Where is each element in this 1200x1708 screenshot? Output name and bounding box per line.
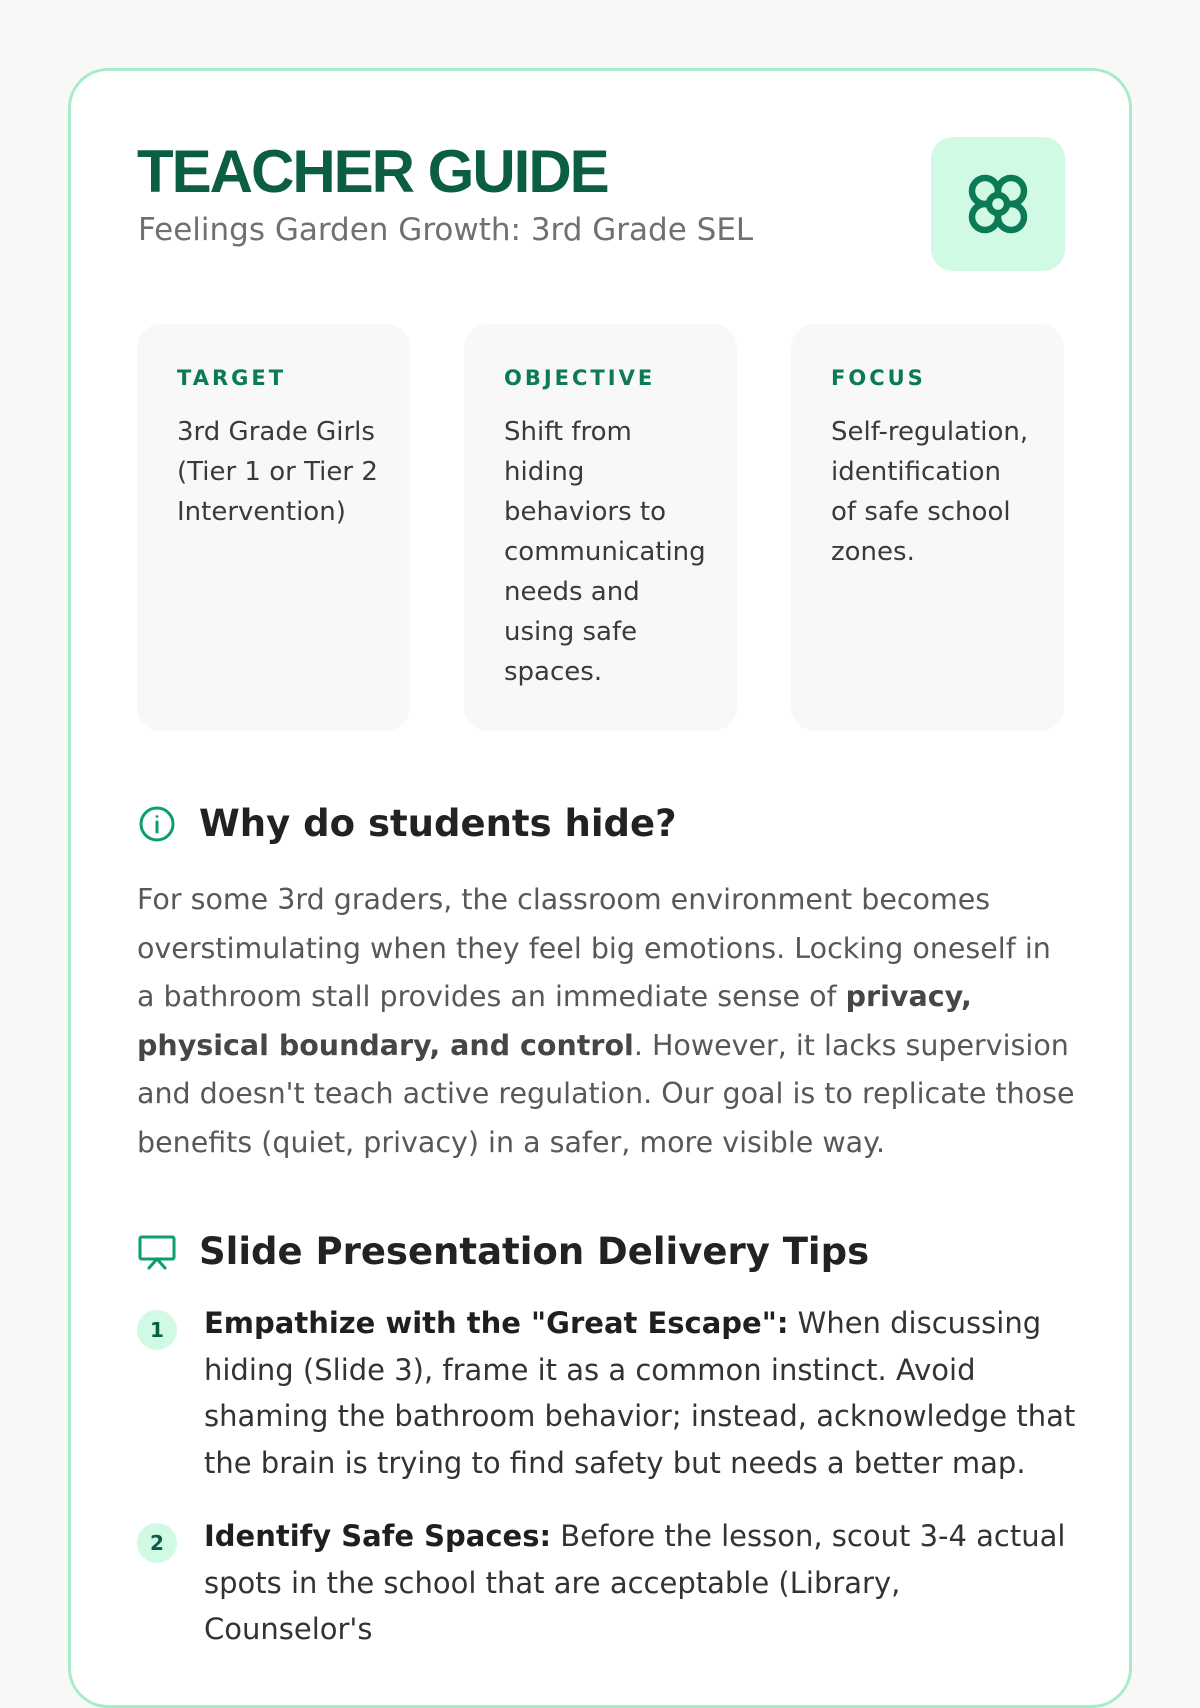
info-icon [137, 804, 177, 844]
why-text-after: . However, it lacks supervision and doesn't teach active regulation. Our goal is to replicate those benefits (quiet, privacy) in a safer, more visible way. [137, 1028, 1075, 1159]
section-title: Why do students hide? [199, 802, 677, 845]
section-title: Slide Presentation Delivery Tips [199, 1230, 870, 1273]
page-subtitle: Feelings Garden Growth: 3rd Grade SEL [138, 212, 754, 248]
why-text-before: For some 3rd graders, the classroom environment becomes overstimulating when they feel big emotions. Locking oneself in a bathroom stall provides an immediate sense of [137, 883, 1051, 1013]
tip-text [204, 1300, 1077, 1486]
info-card-text: Shift from hiding behaviors to communicating needs and using safe spaces. [504, 417, 706, 687]
info-card-text: 3rd Grade Girls (Tier 1 or Tier 2 Intervention) [177, 417, 378, 527]
tip-body: When discussing hiding (Slide 3), frame it as a common instinct. Avoid shaming the bathroom behavior; instead, acknowledge that the brain is trying to find safety but needs a better map. [204, 1306, 1076, 1480]
info-card-focus [791, 324, 1064, 731]
why-text-bold: privacy, physical boundary, and control [137, 980, 972, 1062]
info-card-text: Self-regulation, identification of safe school zones. [831, 417, 1029, 567]
info-card-label: OBJECTIVE [504, 366, 656, 390]
why-heading [137, 800, 677, 848]
tip-item-2 [137, 1513, 1077, 1653]
tip-title: Identify Safe Spaces: [204, 1519, 552, 1553]
tip-text [204, 1513, 1077, 1653]
presentation-icon [137, 1232, 177, 1272]
page-title: TEACHER GUIDE [137, 138, 608, 205]
info-card-label: TARGET [177, 366, 287, 390]
tip-number-badge: 1 [137, 1310, 177, 1350]
tip-title: Empathize with the "Great Escape": [204, 1306, 789, 1340]
info-card-objective [464, 324, 737, 731]
info-card-target [137, 324, 410, 731]
flower-icon [931, 137, 1065, 271]
tip-body: Before the lesson, scout 3-4 actual spots in the school that are acceptable (Library, Counselor's [204, 1519, 1066, 1646]
guide-header [137, 136, 1065, 276]
why-paragraph [137, 876, 1077, 1167]
tip-number-badge: 2 [137, 1523, 177, 1563]
info-card-label: FOCUS [831, 366, 926, 390]
tips-heading [137, 1228, 869, 1276]
tip-item-1 [137, 1300, 1077, 1486]
